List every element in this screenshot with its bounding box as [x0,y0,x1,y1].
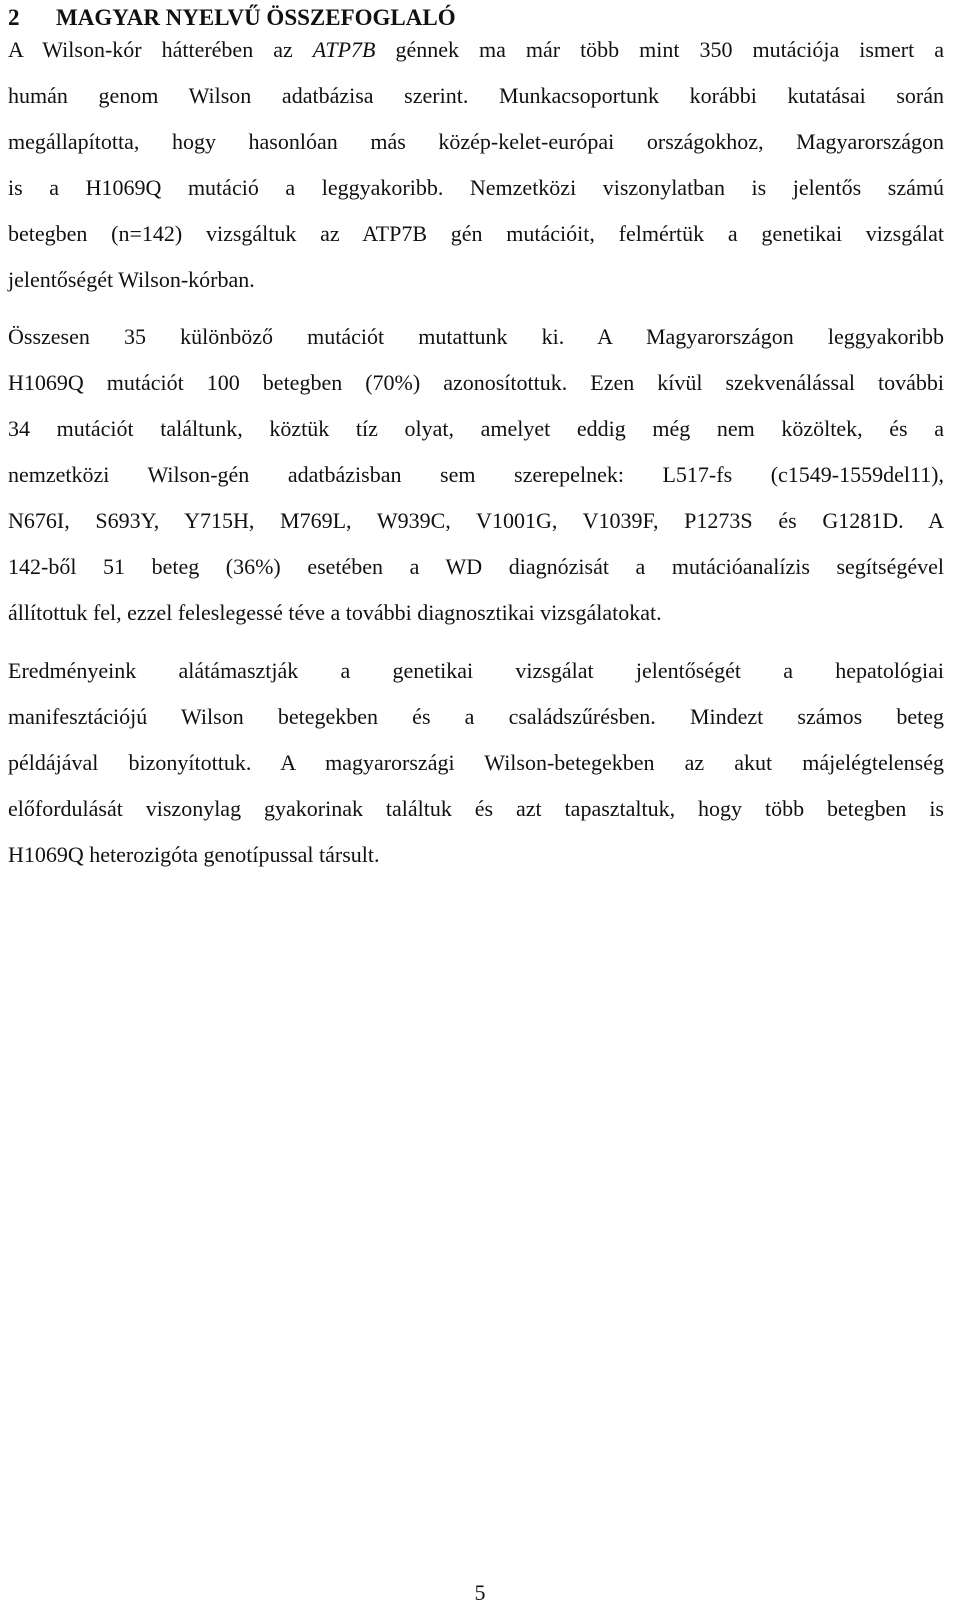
paragraph-2-line-7: állítottuk fel, ezzel feleslegessé téve a további diagnosztikai vizsgálatokat. [8,600,662,625]
section-heading [8,3,456,33]
paragraph-3-line-2: manifesztációjú Wilson betegekben és a családszűrésben. Mindezt számos beteg [8,704,944,729]
paragraph-2-line-1: Összesen 35 különböző mutációt mutattunk ki. A Magyarországon leggyakoribb [8,324,944,349]
paragraph-3-line-1: Eredményeink alátámasztják a genetikai vizsgálat jelentőségét a hepatológiai [8,658,944,683]
paragraph-2-line-5: N676I, S693Y, Y715H, M769L, W939C, V1001G, V1039F, P1273S és G1281D. A [8,508,944,533]
paragraph-1-line-2: humán genom Wilson adatbázisa szerint. Munkacsoportunk korábbi kutatásai során [8,83,944,108]
gene-name: ATP7B [312,37,376,62]
paragraph-3-line-5: H1069Q heterozigóta genotípussal társult. [8,842,380,867]
paragraph-1-line-5: betegben (n=142) vizsgáltuk az ATP7B gén mutációit, felmértük a genetikai vizsgálat [8,221,944,246]
paragraph-2-line-6: 142-ből 51 beteg (36%) esetében a WD diagnózisát a mutációanalízis segítségével [8,554,944,579]
section-number: 2 [8,5,20,30]
paragraph-2-line-2: H1069Q mutációt 100 betegben (70%) azonosítottuk. Ezen kívül szekvenálással további [8,370,944,395]
section-title: MAGYAR NYELVŰ ÖSSZEFOGLALÓ [56,5,456,30]
paragraph-2-line-4: nemzetközi Wilson-gén adatbázisban sem szerepelnek: L517-fs (c1549-1559del11), [8,462,944,487]
paragraph-1-line-6: jelentőségét Wilson-kórban. [8,267,255,292]
paragraph-1-line-3: megállapította, hogy hasonlóan más közép-kelet-európai országokhoz, Magyarországon [8,129,944,154]
paragraph-3-line-4: előfordulását viszonylag gyakorinak találtuk és azt tapasztaltuk, hogy több betegben is [8,796,944,821]
paragraph-2-line-3: 34 mutációt találtunk, köztük tíz olyat, amelyet eddig még nem közöltek, és a [8,416,944,441]
page-number: 5 [474,1580,486,1605]
paragraph-1-line-4: is a H1069Q mutáció a leggyakoribb. Nemzetközi viszonylatban is jelentős számú [8,175,944,200]
paragraph-1-line-1: A Wilson-kór hátterében az ATP7B génnek ma már több mint 350 mutációja ismert a [8,37,944,62]
paragraph-3-line-3: példájával bizonyítottuk. A magyarországi Wilson-betegekben az akut májelégtelenség [8,750,944,775]
